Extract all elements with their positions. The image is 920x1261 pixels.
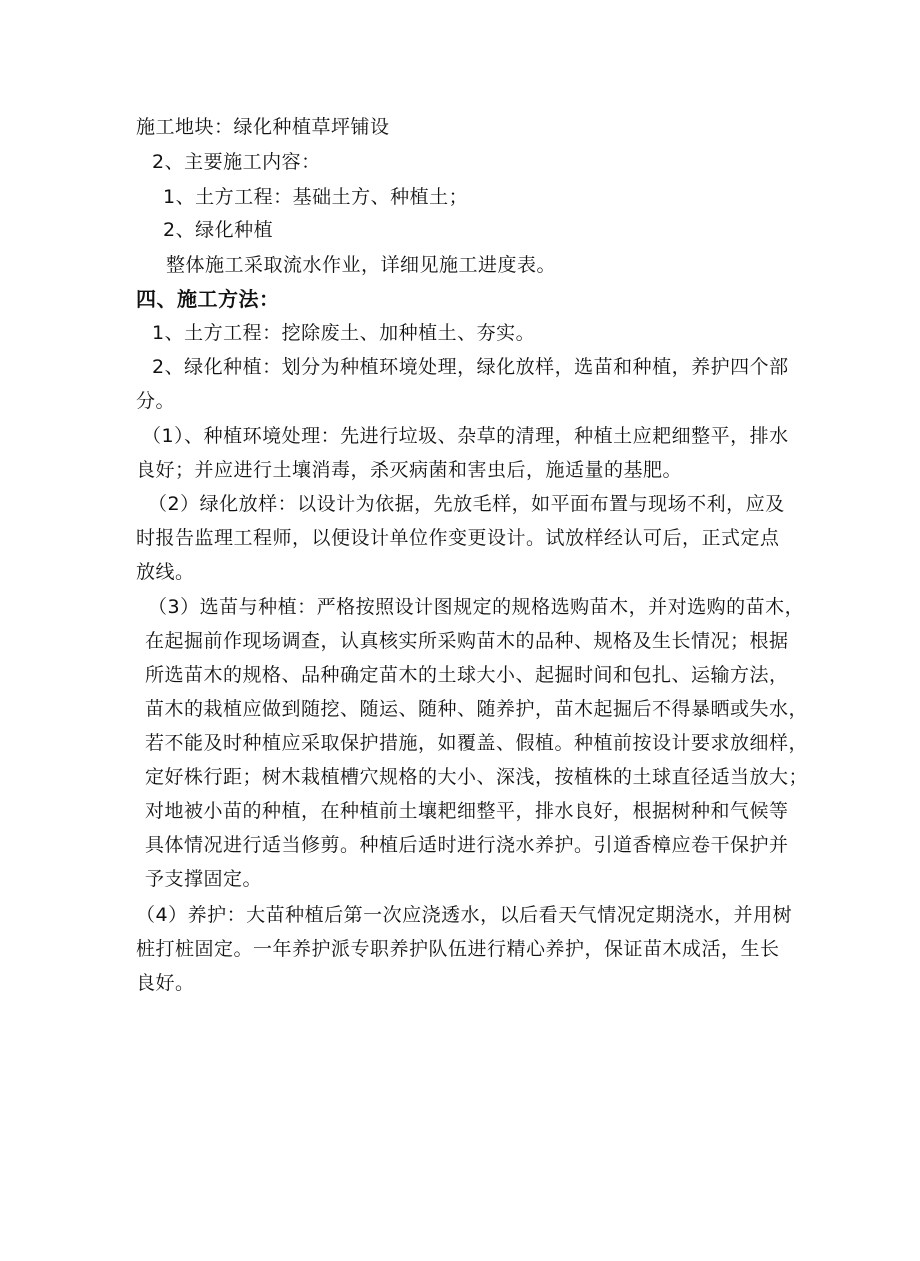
text-line: 放线。 xyxy=(136,561,195,583)
text-line: 时报告监理工程师，以便设计单位作变更设计。试放样经认可后，正式定点 xyxy=(136,527,780,549)
text-line: 良好；并应进行土壤消毒，杀灭病菌和害虫后，施适量的基肥。 xyxy=(136,459,683,481)
text-line: 苗木的栽植应做到随挖、随运、随种、随养护，苗木起掘后不得暴晒或失水， xyxy=(145,698,809,720)
text-line: 施工地块：绿化种植草坪铺设 xyxy=(136,116,390,138)
text-line: 1、土方工程：基础土方、种植土； xyxy=(163,186,469,208)
text-line: 良好。 xyxy=(136,972,195,994)
text-line: 对地被小苗的种植，在种植前土壤耙细整平，排水良好，根据树种和气候等 xyxy=(145,800,789,822)
text-line: （2）绿化放样：以设计为依据，先放毛样，如平面布置与现场不利，应及 xyxy=(148,493,785,515)
text-line: 具体情况进行适当修剪。种植后适时进行浇水养护。引道香樟应卷干保护并 xyxy=(145,834,789,856)
text-line: 若不能及时种植应采取保护措施，如覆盖、假植。种植前按设计要求放细样， xyxy=(145,732,809,754)
text-line: （3）选苗与种植：严格按照设计图规定的规格选购苗木，并对选购的苗木， xyxy=(148,596,805,618)
section-heading: 四、施工方法： xyxy=(136,287,280,311)
text-line: 桩打桩固定。一年养护派专职养护队伍进行精心养护，保证苗木成活，生长 xyxy=(136,938,780,960)
text-line: 2、绿化种植 xyxy=(163,219,274,241)
text-line: 在起掘前作现场调查，认真核实所采购苗木的品种、规格及生长情况；根据 xyxy=(145,630,789,652)
text-line: 1、土方工程：挖除废土、加种植土、夯实。 xyxy=(152,322,536,344)
text-line: 分。 xyxy=(136,390,176,412)
text-line: 所选苗木的规格、品种确定苗木的土球大小、起掘时间和包扎、运输方法， xyxy=(145,664,789,686)
text-line: （1）、种植环境处理：先进行垃圾、杂草的清理，种植土应耙细整平，排水 xyxy=(142,425,789,447)
text-line: 整体施工采取流水作业，详细见施工进度表。 xyxy=(166,254,557,276)
text-line: 2、绿化种植：划分为种植环境处理，绿化放样，选苗和种植，养护四个部 xyxy=(152,356,789,378)
text-line: 2、主要施工内容： xyxy=(152,151,321,173)
text-line: 定好株行距；树木栽植槽穴规格的大小、深浅，按植株的土球直径适当放大； xyxy=(145,766,809,788)
text-line: 予支撑固定。 xyxy=(145,868,263,890)
text-line: （4）养护：大苗种植后第一次应浇透水，以后看天气情况定期浇水，并用树 xyxy=(136,904,793,926)
